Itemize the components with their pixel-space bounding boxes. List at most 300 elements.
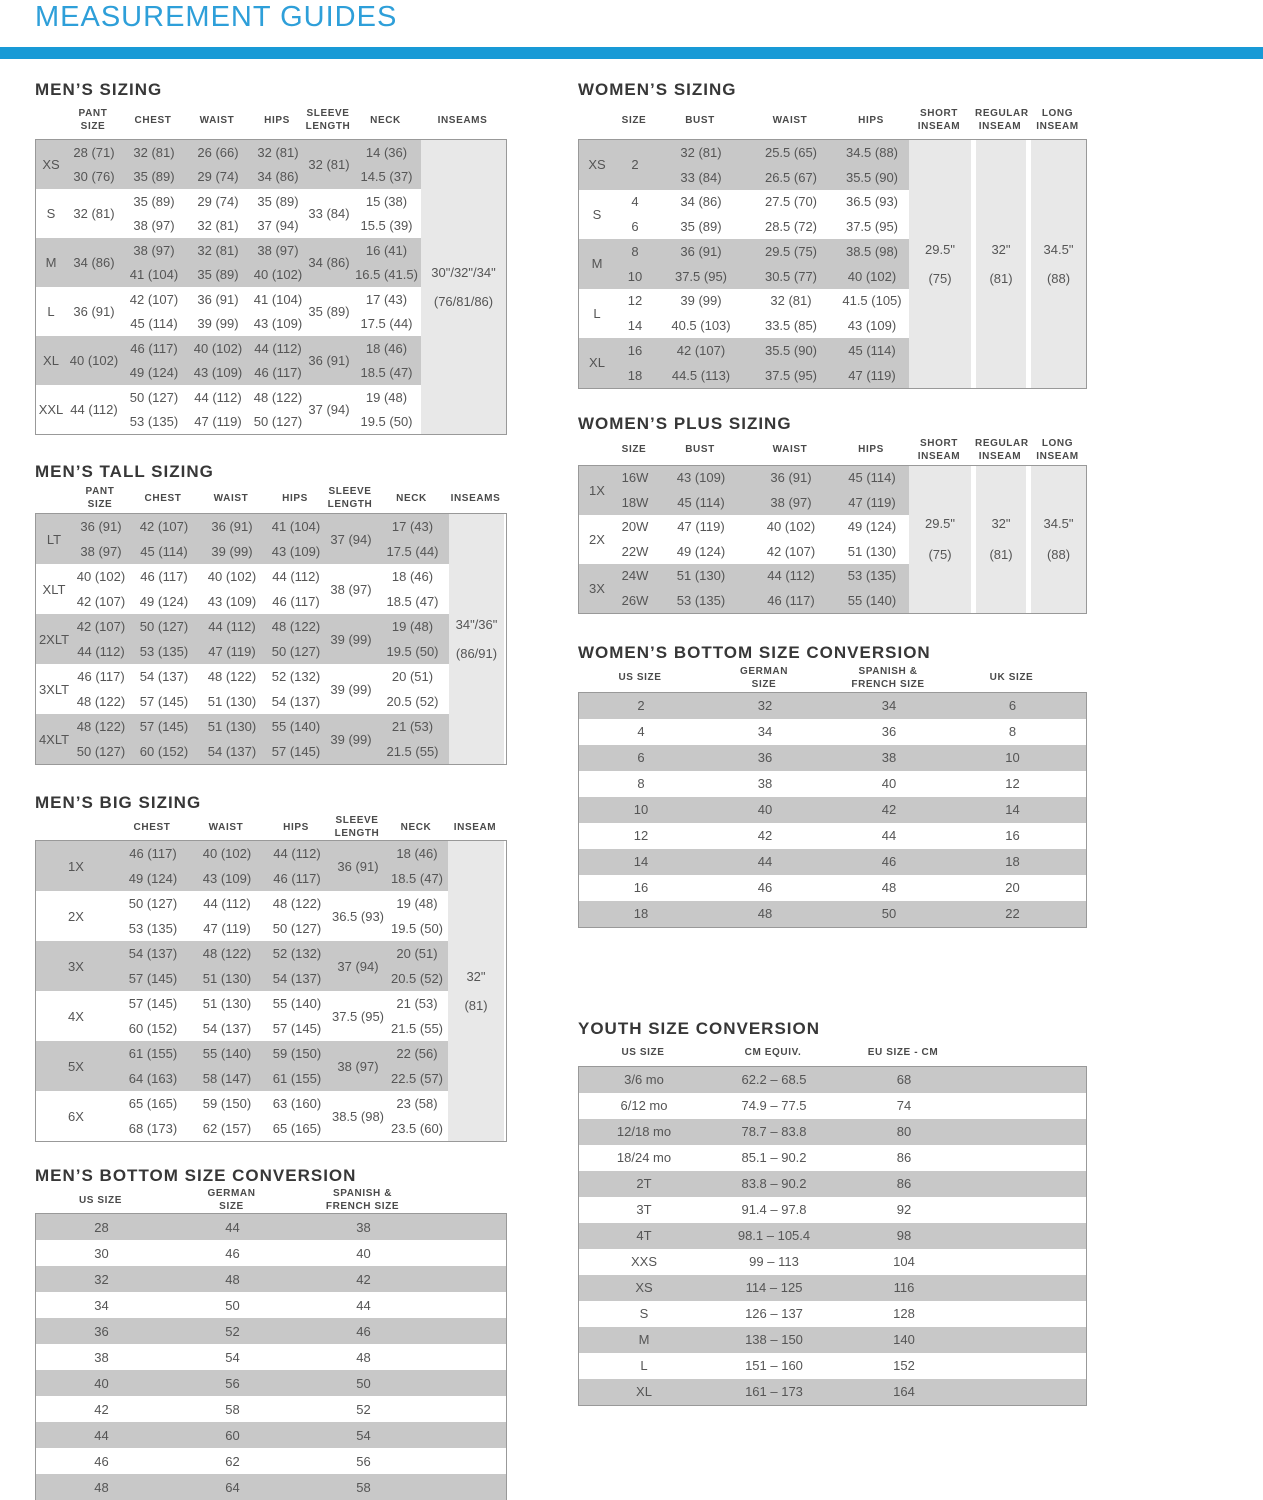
- cell-line: 43 (109): [847, 318, 897, 334]
- table-row: [579, 1249, 1086, 1275]
- table-cell: [579, 1306, 709, 1321]
- cell-line: 35 (89): [680, 219, 722, 235]
- size-label: [36, 564, 72, 614]
- cell-line: SPANISH &: [858, 665, 918, 677]
- cell-line: 42: [757, 828, 773, 843]
- cell-line: 49 (124): [847, 519, 897, 535]
- cell-line: 29.5": [925, 241, 955, 257]
- cell-line: 34 (86): [257, 169, 299, 185]
- cell-line: 36 (91): [80, 519, 122, 534]
- table-row: [579, 1093, 1086, 1119]
- cell-line: 50 (127): [128, 896, 178, 911]
- cell-line: 116: [893, 1280, 915, 1295]
- size-label: [579, 239, 615, 289]
- cell-line: 65 (165): [128, 1096, 178, 1111]
- cell-line: SHORT: [920, 108, 958, 119]
- cell-line: 16W: [621, 470, 649, 486]
- cell-line: 57 (145): [271, 744, 321, 759]
- cell-line: 60 (152): [139, 744, 189, 759]
- table-cell: [839, 1358, 969, 1373]
- table-cell: [703, 776, 827, 791]
- cell-line: EU SIZE - CM: [867, 1047, 939, 1058]
- size-label: [579, 466, 615, 515]
- cell-line: 86: [896, 1150, 912, 1165]
- table-row: [579, 719, 1086, 745]
- cell-line: (76/81/86): [433, 294, 494, 309]
- cell-line: 42: [94, 1401, 109, 1417]
- cell-line: 2XLT: [38, 631, 70, 647]
- table-cell: [376, 564, 449, 614]
- cell-line: 20.5 (52): [390, 971, 444, 986]
- table-cell: [264, 1091, 330, 1141]
- cell-line: 61 (155): [128, 1046, 178, 1061]
- cell-line: 36: [94, 1323, 109, 1339]
- cell-line: 54 (137): [272, 971, 322, 986]
- cell-line: 40 (102): [207, 569, 257, 584]
- cell-line: 42 (107): [76, 594, 126, 609]
- table-cell: [352, 238, 421, 287]
- cell-line: 8: [637, 776, 645, 791]
- cell-line: 40 (102): [253, 267, 303, 283]
- cell-line: 44: [94, 1427, 109, 1443]
- cell-line: SLEEVE: [328, 486, 372, 497]
- size-band-row: [36, 891, 448, 941]
- table-cell: [655, 466, 747, 515]
- cell-line: 46: [225, 1245, 240, 1261]
- table-cell: [579, 724, 703, 739]
- cell-line: 52 (132): [271, 669, 321, 684]
- cell-line: 36 (91): [770, 470, 812, 486]
- cell-line: 36.5 (93): [845, 194, 899, 210]
- cell-line: REGULAR: [975, 108, 1029, 119]
- inseam-note: [909, 466, 971, 613]
- size-band-row: [579, 338, 909, 388]
- cell-line: 62 (157): [202, 1121, 252, 1136]
- size-band-row: [36, 385, 421, 434]
- cell-line: 35 (89): [133, 169, 175, 185]
- cell-line: 114 – 125: [745, 1280, 803, 1295]
- table-cell: [827, 906, 951, 921]
- youth-conversion-header-row: [578, 1040, 1087, 1066]
- size-band-row: [36, 1091, 448, 1141]
- cell-line: (75): [928, 547, 952, 562]
- table-cell: [36, 1246, 167, 1261]
- table-cell: [116, 1091, 190, 1141]
- table-cell: [703, 750, 827, 765]
- cell-line: NECK: [400, 821, 432, 833]
- cell-line: 49 (124): [139, 594, 189, 609]
- cell-line: 14 (36): [365, 144, 408, 160]
- column-header: [263, 821, 329, 834]
- cell-line: 50 (127): [253, 414, 303, 430]
- column-header: [121, 114, 185, 127]
- womens-plus-sizing-section: [578, 413, 1087, 614]
- table-cell: [747, 289, 835, 339]
- cell-line: 33 (84): [308, 206, 350, 221]
- cell-line: 33 (84): [680, 169, 722, 185]
- table-cell: [167, 1324, 298, 1339]
- table-row: [579, 1119, 1086, 1145]
- cell-line: SIZE: [219, 1201, 244, 1212]
- cell-line: 38 (97): [80, 544, 122, 559]
- table-cell: [376, 714, 449, 764]
- size-label: [579, 338, 615, 388]
- size-label: [579, 564, 615, 613]
- cell-line: 18.5 (47): [390, 871, 444, 886]
- cell-line: 36 (91): [680, 243, 722, 259]
- table-cell: [655, 564, 747, 613]
- table-cell: [330, 891, 386, 941]
- cell-line: 42 (107): [76, 619, 126, 634]
- cell-line: SIZE: [621, 444, 647, 455]
- table-cell: [306, 189, 352, 238]
- cell-line: 18 (46): [391, 569, 434, 584]
- cell-line: 98.1 – 105.4: [737, 1228, 811, 1243]
- size-band-row: [579, 515, 909, 564]
- cell-line: 18: [1005, 854, 1020, 869]
- cell-line: 40 (102): [69, 353, 119, 368]
- table-cell: [951, 906, 1074, 921]
- mens-tall-sizing-section: [35, 461, 507, 765]
- cell-line: 22W: [621, 543, 649, 559]
- table-cell: [951, 698, 1074, 713]
- cell-line: PANT: [85, 486, 115, 497]
- cell-line: M: [45, 255, 57, 270]
- table-cell: [839, 1176, 969, 1191]
- table-row: [579, 1379, 1086, 1405]
- size-label: [36, 238, 66, 287]
- cell-line: CHEST: [133, 821, 171, 833]
- cell-line: 44: [757, 854, 773, 869]
- column-header: [702, 665, 826, 691]
- cell-line: 45 (114): [848, 470, 896, 486]
- cell-line: 46: [757, 880, 773, 895]
- cell-line: 37 (94): [308, 402, 350, 417]
- size-band-row: [36, 941, 448, 991]
- cell-line: BUST: [685, 114, 715, 126]
- cell-line: 3XLT: [38, 681, 70, 697]
- cell-line: 39 (99): [330, 731, 372, 747]
- table-row: [36, 1240, 506, 1266]
- table-row: [36, 1292, 506, 1318]
- cell-line: 61 (155): [272, 1071, 322, 1086]
- table-cell: [266, 664, 326, 714]
- table-cell: [352, 189, 421, 238]
- cell-line: GERMAN: [739, 665, 789, 677]
- column-header: [115, 821, 189, 834]
- womens-sizing-header-row: [578, 101, 1087, 139]
- cell-line: US SIZE: [621, 1047, 665, 1058]
- table-row: [36, 1396, 506, 1422]
- size-label: [36, 1041, 116, 1091]
- cell-line: 26 (66): [197, 144, 239, 160]
- table-cell: [709, 1176, 839, 1191]
- table-cell: [122, 238, 186, 287]
- cell-line: 40: [881, 776, 897, 791]
- column-header: [654, 443, 746, 456]
- cell-line: 55 (140): [847, 592, 897, 608]
- table-cell: [190, 991, 264, 1041]
- cell-line: WAIST: [213, 492, 249, 504]
- cell-line: 29 (74): [197, 169, 239, 185]
- cell-line: 28.5 (72): [764, 219, 818, 235]
- cell-line: 85.1 – 90.2: [741, 1150, 807, 1165]
- table-cell: [264, 841, 330, 891]
- table-cell: [298, 1402, 429, 1417]
- cell-line: 2: [637, 698, 645, 713]
- table-cell: [167, 1246, 298, 1261]
- cell-line: 49 (124): [676, 543, 726, 559]
- cell-line: 50 (127): [139, 619, 189, 634]
- cell-line: 23.5 (60): [390, 1121, 444, 1136]
- cell-line: 4XLT: [38, 731, 70, 747]
- cell-line: 48: [356, 1349, 371, 1365]
- table-cell: [579, 750, 703, 765]
- cell-line: 104: [893, 1254, 915, 1269]
- cell-line: 78.7 – 83.8: [741, 1124, 807, 1139]
- table-row: [579, 1145, 1086, 1171]
- table-cell: [835, 140, 909, 190]
- size-band-row: [36, 1041, 448, 1091]
- table-cell: [835, 190, 909, 240]
- table-cell: [579, 1358, 709, 1373]
- mens-bottom-conversion-heading: MEN’S BOTTOM SIZE CONVERSION: [35, 1166, 357, 1185]
- table-cell: [198, 514, 266, 564]
- cell-line: 44 (112): [273, 846, 321, 861]
- table-cell: [579, 1332, 709, 1347]
- cell-line: 14.5 (37): [360, 169, 413, 185]
- cell-line: 51 (130): [847, 543, 897, 559]
- table-cell: [326, 714, 376, 764]
- cell-line: US SIZE: [618, 672, 662, 683]
- cell-line: 38.5 (98): [845, 243, 899, 259]
- cell-line: 24W: [621, 568, 649, 584]
- table-cell: [579, 1124, 709, 1139]
- table-cell: [951, 854, 1074, 869]
- mens-bottom-conversion-section: [35, 1165, 507, 1500]
- cell-line: 92: [896, 1202, 912, 1217]
- cell-line: 126 – 137: [745, 1306, 803, 1321]
- table-cell: [709, 1280, 839, 1295]
- table-row: [579, 1067, 1086, 1093]
- cell-line: 37 (94): [330, 531, 372, 547]
- size-band-row: [36, 714, 449, 764]
- cell-line: INSEAM: [978, 450, 1022, 462]
- cell-line: 52: [225, 1323, 240, 1339]
- cell-line: INSEAM: [917, 450, 961, 462]
- cell-line: 64 (163): [128, 1071, 178, 1086]
- cell-line: 98: [896, 1228, 912, 1243]
- cell-line: 3T: [636, 1202, 652, 1217]
- cell-line: 40 (102): [766, 519, 816, 535]
- cell-line: 32": [991, 241, 1011, 257]
- table-cell: [827, 854, 951, 869]
- cell-line: 43 (109): [202, 871, 252, 886]
- cell-line: 54 (137): [207, 744, 257, 759]
- table-cell: [72, 614, 130, 664]
- page-title: MEASUREMENT GUIDES: [35, 1, 398, 33]
- size-band-row: [579, 190, 909, 240]
- table-cell: [122, 385, 186, 434]
- table-cell: [827, 802, 951, 817]
- table-cell: [250, 336, 306, 385]
- column-header: [950, 671, 1073, 684]
- column-header: [708, 1046, 838, 1059]
- cell-line: 6: [631, 219, 639, 235]
- cell-line: 54: [356, 1427, 371, 1443]
- cell-line: 32 (81): [257, 144, 299, 160]
- cell-line: 46 (117): [130, 340, 178, 356]
- cell-line: 38 (97): [337, 1058, 379, 1074]
- cell-line: 55 (140): [271, 719, 321, 734]
- cell-line: 40: [94, 1375, 109, 1391]
- cell-line: 50: [881, 906, 897, 921]
- table-cell: [703, 802, 827, 817]
- cell-line: 53 (135): [128, 921, 178, 936]
- column-header: [578, 671, 702, 684]
- cell-line: SLEEVE: [335, 815, 379, 826]
- column-header: [189, 821, 263, 834]
- cell-line: HIPS: [264, 114, 290, 126]
- cell-line: 39 (99): [330, 631, 372, 647]
- column-header: [746, 114, 834, 127]
- table-cell: [306, 336, 352, 385]
- table-cell: [579, 1202, 709, 1217]
- cell-line: 21.5 (55): [390, 1021, 444, 1036]
- table-cell: [266, 614, 326, 664]
- cell-line: 44 (112): [70, 402, 118, 417]
- cell-line: 99 – 113: [749, 1254, 799, 1269]
- table-row: [36, 1266, 506, 1292]
- cell-line: 43 (109): [207, 594, 257, 609]
- table-cell: [72, 714, 130, 764]
- table-cell: [130, 664, 198, 714]
- table-cell: [190, 841, 264, 891]
- cell-line: LONG: [1041, 437, 1074, 449]
- womens-plus-sizing-table: [578, 465, 1087, 614]
- cell-line: 40 (102): [202, 846, 252, 861]
- cell-line: (88): [1046, 270, 1071, 286]
- cell-line: 41 (104): [271, 519, 321, 534]
- table-cell: [709, 1384, 839, 1399]
- column-header: [838, 1046, 968, 1059]
- size-label: [36, 664, 72, 714]
- table-row: [579, 1197, 1086, 1223]
- table-cell: [122, 140, 186, 189]
- table-cell: [266, 514, 326, 564]
- table-cell: [306, 287, 352, 336]
- cell-line: FRENCH SIZE: [851, 678, 925, 690]
- cell-line: 4: [631, 194, 639, 210]
- table-cell: [167, 1454, 298, 1469]
- cell-line: LONG: [1041, 108, 1074, 119]
- column-header: [975, 437, 1029, 463]
- table-cell: [709, 1124, 839, 1139]
- table-cell: [250, 287, 306, 336]
- mens-big-sizing-table: [35, 840, 507, 1142]
- cell-line: 151 – 160: [745, 1358, 803, 1373]
- cell-line: 26W: [621, 592, 649, 608]
- size-label: [36, 336, 66, 385]
- cell-line: 44.5 (113): [671, 367, 731, 383]
- cell-line: 35 (89): [197, 267, 239, 283]
- cell-line: 161 – 173: [745, 1384, 803, 1399]
- table-cell: [66, 140, 122, 189]
- cell-line: 74: [896, 1098, 912, 1113]
- column-header: [908, 107, 970, 133]
- cell-line: LENGTH: [327, 499, 373, 510]
- cell-line: 23 (58): [396, 1096, 438, 1111]
- cell-line: 34: [757, 724, 773, 739]
- cell-line: M: [591, 256, 603, 272]
- size-band-row: [36, 238, 421, 287]
- cell-line: 44 (112): [194, 389, 242, 405]
- table-cell: [122, 287, 186, 336]
- table-cell: [835, 289, 909, 339]
- cell-line: 48 (122): [271, 619, 321, 634]
- cell-line: 18.5 (47): [360, 365, 413, 381]
- column-header: [834, 114, 908, 127]
- cell-line: 29.5 (75): [764, 243, 818, 259]
- cell-line: 40: [757, 802, 773, 817]
- table-cell: [615, 515, 655, 564]
- cell-line: INSEAM: [1036, 450, 1079, 462]
- cell-line: 6/12 mo: [620, 1098, 668, 1113]
- cell-line: WAIST: [199, 114, 235, 126]
- womens-plus-sizing-inseam-columns: [909, 466, 1086, 613]
- table-cell: [386, 941, 448, 991]
- cell-line: 39 (99): [211, 544, 253, 559]
- cell-line: 43 (109): [676, 470, 726, 486]
- cell-line: INSEAMS: [450, 492, 501, 504]
- table-cell: [615, 466, 655, 515]
- womens-sizing-inseam-columns: [909, 140, 1086, 388]
- cell-line: 50: [356, 1375, 371, 1391]
- table-row: [36, 1474, 506, 1500]
- table-cell: [579, 1176, 709, 1191]
- column-header: [746, 443, 834, 456]
- table-cell: [579, 906, 703, 921]
- table-cell: [250, 140, 306, 189]
- cell-line: 3X: [68, 958, 84, 974]
- cell-line: 48: [881, 880, 897, 895]
- cell-line: 55 (140): [202, 1046, 252, 1061]
- column-header: [1030, 437, 1085, 463]
- table-cell: [839, 1384, 969, 1399]
- cell-line: 52 (132): [272, 946, 322, 961]
- cell-line: 50 (127): [129, 389, 179, 405]
- cell-line: L: [47, 304, 55, 319]
- cell-line: NECK: [396, 492, 427, 504]
- right-column: [578, 57, 1087, 1406]
- cell-line: 42 (107): [139, 519, 189, 534]
- table-cell: [655, 515, 747, 564]
- cell-line: 43 (109): [271, 544, 321, 559]
- cell-line: 37.5 (95): [845, 219, 899, 235]
- cell-line: 40 (102): [847, 268, 897, 284]
- cell-line: 18: [627, 367, 643, 383]
- cell-line: 51 (130): [207, 694, 257, 709]
- table-cell: [615, 140, 655, 190]
- cell-line: 40 (102): [76, 569, 126, 584]
- womens-plus-sizing-header-row: [578, 435, 1087, 465]
- cell-line: 5X: [68, 1058, 84, 1074]
- table-cell: [579, 802, 703, 817]
- cell-line: 35 (89): [133, 193, 175, 209]
- table-cell: [326, 664, 376, 714]
- cell-line: 47 (119): [203, 921, 251, 936]
- cell-line: 37.5 (95): [331, 1008, 385, 1024]
